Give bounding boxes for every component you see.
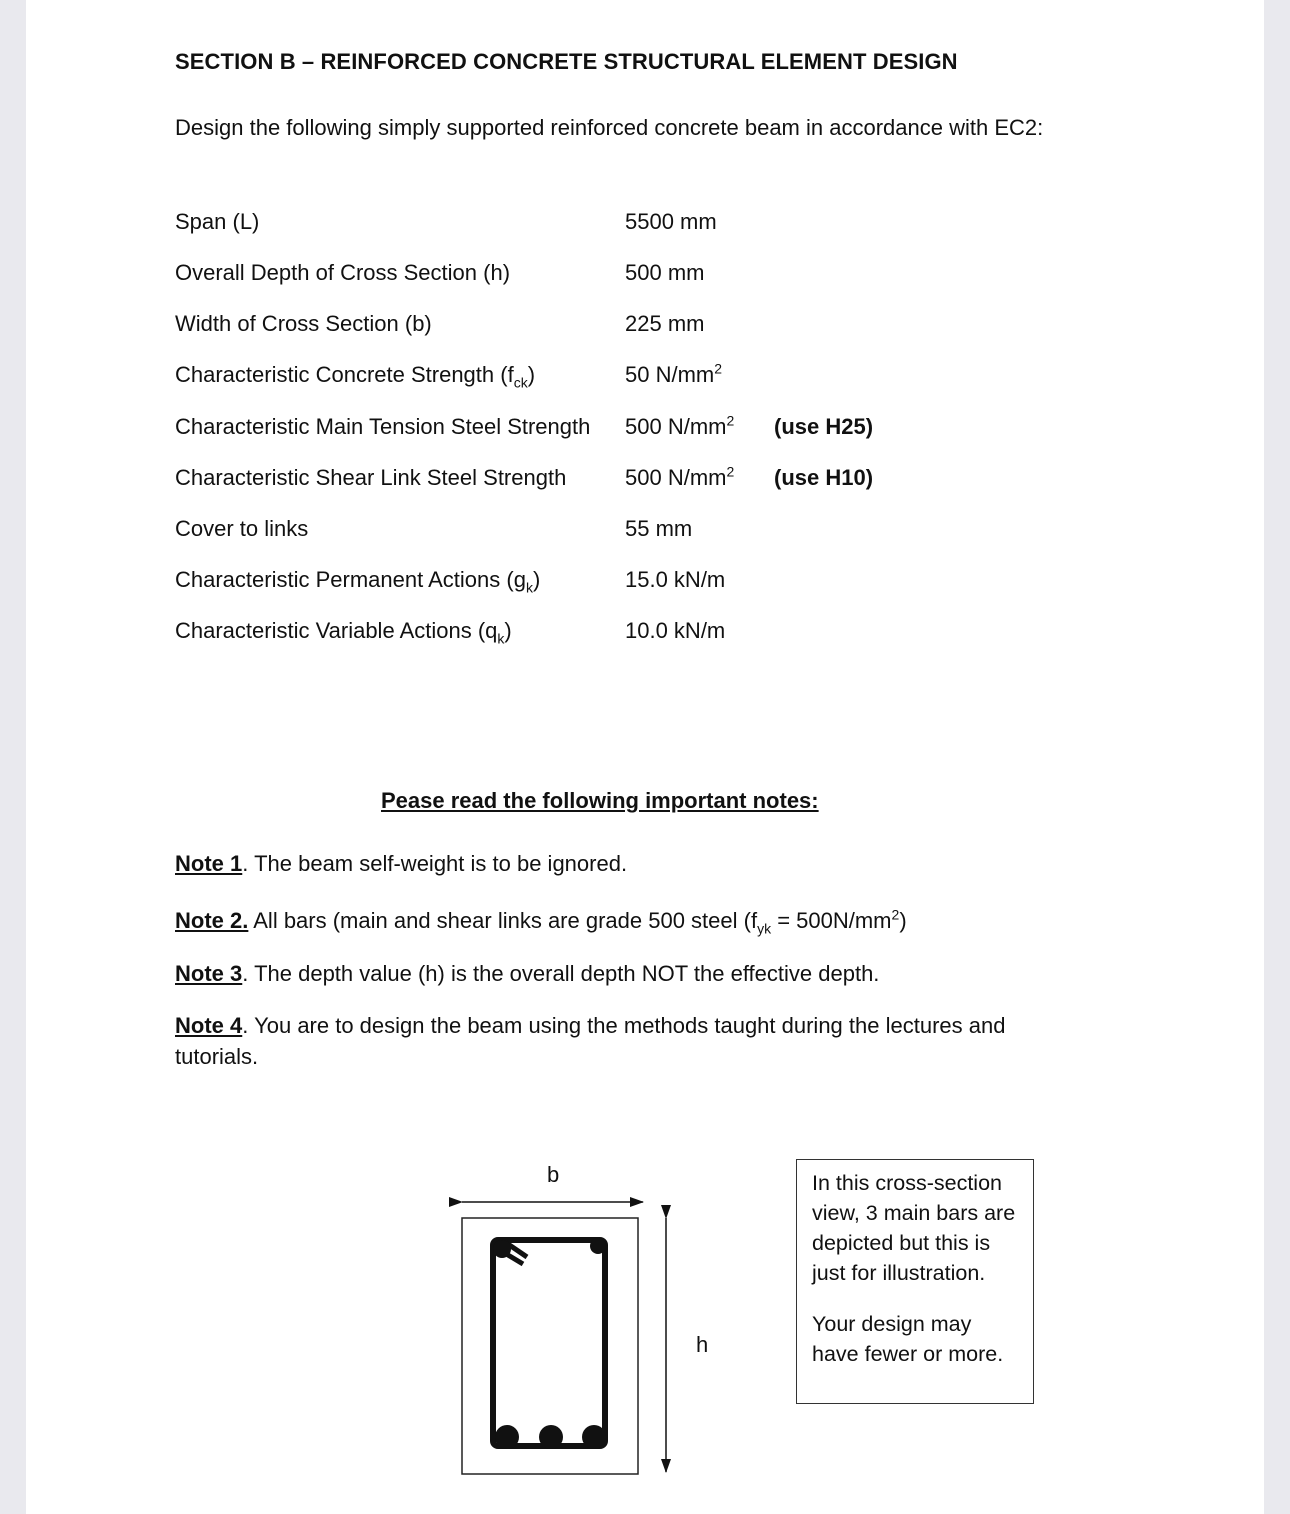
param-value-width: 225 mm [625,311,705,336]
top-bar-right [590,1238,606,1254]
main-bar-2 [539,1425,563,1449]
param-value-qk: 10.0 kN/m [625,618,726,643]
param-value-main-steel: 500 $N/mm^2$ [625,412,735,439]
param-note-main-steel: (use H25) [774,414,874,439]
main-bar-3 [582,1425,606,1449]
intro-paragraph: Design the following simply supported reinforced concrete beam in accordance with EC2: [175,115,1044,140]
param-label-main-steel: Characteristic Main Tension Steel Strength [175,414,591,439]
param-label-width: Width of Cross Section (b) [175,311,432,336]
note-2: Note 2. All bars (main and shear links are grade 500 steel $(f_{yk} = 500N/mm^2)$ [175,906,907,937]
section-title: SECTION B – REINFORCED CONCRETE STRUCTURAL ELEMENT DESIGN [175,49,958,74]
note-3: Note 3. The depth value (h) is the overall depth NOT the effective depth. [175,961,880,986]
top-bar-left [493,1240,511,1258]
param-label-qk: Characteristic Variable Actions $(q_k)$ [175,618,512,647]
param-note-link-steel: (use H10) [774,465,874,490]
width-dimension-label: b [547,1162,560,1187]
param-label-depth: Overall Depth of Cross Section (h) [175,260,511,285]
note-4: Note 4. You are to design the beam using the methods taught during the lectures and tutorials. [175,1013,1006,1069]
param-label-fck: Characteristic Concrete Strength $(f_{ck})$ [175,362,536,391]
callout-text-2: Your design may have fewer or more. [812,1312,1004,1366]
height-dimension-label: h [696,1332,709,1357]
param-value-span: 5500 mm [625,209,717,234]
param-value-cover: 55 mm [625,516,693,541]
param-value-link-steel: 500 $N/mm^2$ [625,463,735,490]
param-label-gk: Characteristic Permanent Actions $(g_k)$ [175,567,541,596]
main-bar-1 [495,1425,519,1449]
document-page [26,0,1264,1514]
callout-text-1: In this cross-section view, 3 main bars are depicted but this is just for illustration. [812,1171,1016,1285]
illustration-callout-box [796,1159,1034,1404]
param-label-link-steel: Characteristic Shear Link Steel Strength [175,465,567,490]
note-1: Note 1. The beam self-weight is to be ignored. [175,851,628,876]
param-value-fck: 50 $N/mm^2$ [625,360,723,387]
param-value-depth: 500 mm [625,260,705,285]
notes-heading: Pease read the following important notes: [381,788,819,813]
param-label-span: Span (L) [175,209,260,234]
param-value-gk: 15.0 kN/m [625,567,726,592]
beam-cross-section-diagram [26,0,1264,1514]
shear-link [493,1240,605,1446]
param-label-cover: Cover to links [175,516,309,541]
